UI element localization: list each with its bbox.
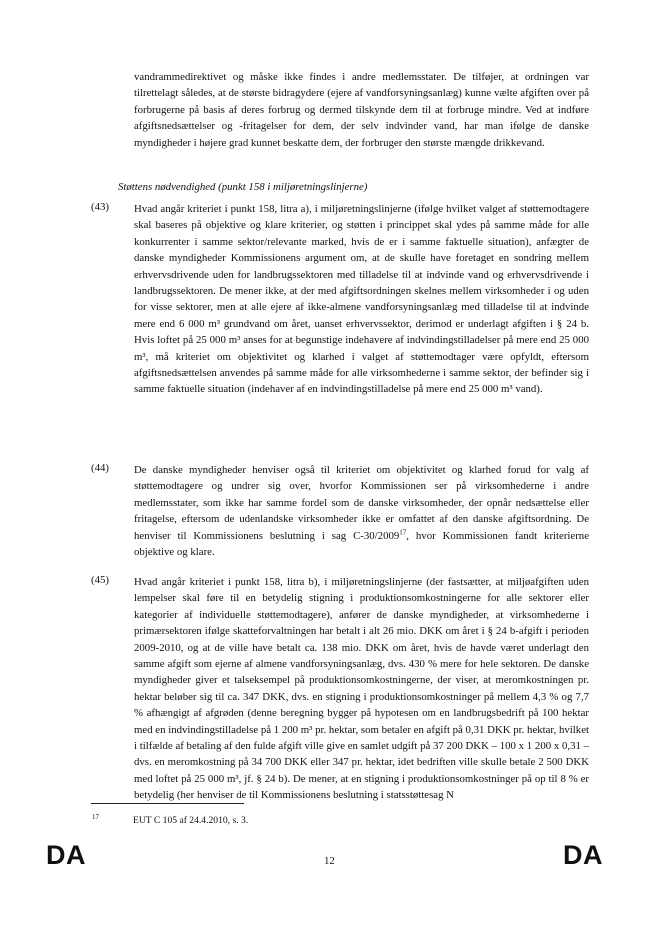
language-code-left: DA bbox=[46, 840, 86, 870]
paragraph-43: Hvad angår kriteriet i punkt 158, litra a), i miljøretningslinjerne (ifølge hvilket valget af støttemodtagere skal baseres på objektive og klare kriterier, og støtten i princippet skal ydes på samme måde for alle konkurrenter i samme sektor/relevante marked, hvis de er i samme faktuelle situation), anfægter de danske myndigheder Kommissionens argument om, at de skulle have foretaget en sondring mellem erhvervsdrivende uden for landbrugssektoren med tilladelse til at indvinde vand og erhvervsdrivende i landbrugssektoren. De mener ikke, at der med afgiftsordningen skelnes mellem virksomheder i og uden for visse sektorer, men at alle ejere af ikke-almene vandforsyningsanlæg med tilladelse til at indvinde mere end 6 000 m³ grundvand om året, uanset erhvervssektor, derimod er underlagt afgiften i § 24 b. Hvis loftet på 25 000 m³ anses for at begunstige indehavere af indvindingstilladelser på mere end 25 000 m³, må kriteriet om objektivitet og klarhed i valget af støttemodtager være opfyldt, eftersom afgiftsnedsættelsen anvendes på samme måde for alle virksomhederne i samme sektor, der befinder sig i samme faktuelle situation (indehaver af en indvindingstilladelse på mere end 25 000 m³ vand). bbox=[134, 203, 589, 396]
paragraph-number-45: (45) bbox=[91, 574, 109, 586]
paragraph-number-43: (43) bbox=[91, 201, 109, 213]
footnote-divider bbox=[91, 803, 244, 804]
paragraph-45: Hvad angår kriteriet i punkt 158, litra b), i miljøretningslinjerne (der fastsætter, at miljøafgiften uden lempelser skal føre til en betydelig stigning i produktionsomkostningerne for alle sektorer eller kategorier af individuelle støttemodtagere), anfører de danske myndigheder, at virksomhederne i primærsektoren ifølge skatteforvaltningen har betalt i alt 26 mio. DKK om året i § 24 b-afgift i perioden 2009-2010, og at de ville have betalt ca. 138 mio. DKK om året, hvis de havde været underlagt den samme afgift som ejerne af almene vandforsyningsanlæg, dvs. 430 % mere for hele sektoren. De danske myndigheder giver et talseksempel på produktionsomkostningerne, der viser, at meromkostningen pr. hektar beløber sig til ca. 347 DKK, dvs. en stigning i produktionsomkostninger på mellem 4,3 % og 7,7 % afhængigt af afgrøden (denne beregning bygger på hypotesen om en landbrugsbedrift på 100 hektar med en indvindingstilladelse på 1 200 m³ pr. hektar, som betaler en afgift på 0,31 DKK pr. hektar, hvilket i tilfælde af betaling af den fulde afgift ville give en samlet udgift på 37 200 DKK – 100 x 1 200 x 0,31 – dvs. en meromkostning på 34 700 DKK eller 347 pr. hektar, idet bedriften ville skulle betale 2 500 DKK med loftet på 25 000 m³, jf. § 24 b). De mener, at en stigning i produktionsomkostninger på op til 8 % er betydelig (her henviser de til Kommissionens beslutning i statsstøttesag N bbox=[134, 576, 589, 802]
paragraph-number-44: (44) bbox=[91, 462, 109, 474]
language-code-right: DA bbox=[563, 840, 603, 870]
section-heading: Støttens nødvendighed (punkt 158 i miljøretningslinjerne) bbox=[118, 181, 368, 193]
paragraph-44-text-end: , hvor Kommissionen fandt kriterierne objektive og klare. bbox=[134, 529, 589, 559]
footnote-ref-17[interactable]: 17 bbox=[399, 528, 407, 537]
intro-paragraph: vandrammedirektivet og måske ikke findes i andre medlemsstater. De tilføjer, at ordningen var tilrettelagt således, at de største bidragydere (ejere af vandforsyningsanlæg) kunne vælte afgiften over på forbrugerne på basis af deres forbrug og dermed tilskynde dem til at forbruge mindre. Ved at indføre afgiftsnedsættelser og -fritagelser for dem, der selv indvinder vand, har man ifølge de danske myndigheder i højere grad kunnet beskatte dem, der forbruger den største mængde drikkevand. bbox=[134, 71, 589, 149]
paragraph-44 bbox=[134, 462, 589, 560]
page-number: 12 bbox=[324, 855, 335, 867]
footnote-number: 17 bbox=[92, 813, 99, 821]
footnote-text: EUT C 105 af 24.4.2010, s. 3. bbox=[133, 815, 249, 826]
paragraph-44-text: De danske myndigheder henviser også til kriteriet om objektivitet og klarhed forud for valg af støttemodtagere og undrer sig over, hvorfor Kommissionen ser på virksomhederne i andre medlemsstater, som ikke har samme fordel som de danske virksomheder, der opnår nedsættelse eller fritagelse, eftersom de udenlandske virksomheder ikke er omfattet af den danske afgiftsordning. De henviser til Kommissionens beslutning i sag C-30/2009 bbox=[134, 464, 589, 542]
